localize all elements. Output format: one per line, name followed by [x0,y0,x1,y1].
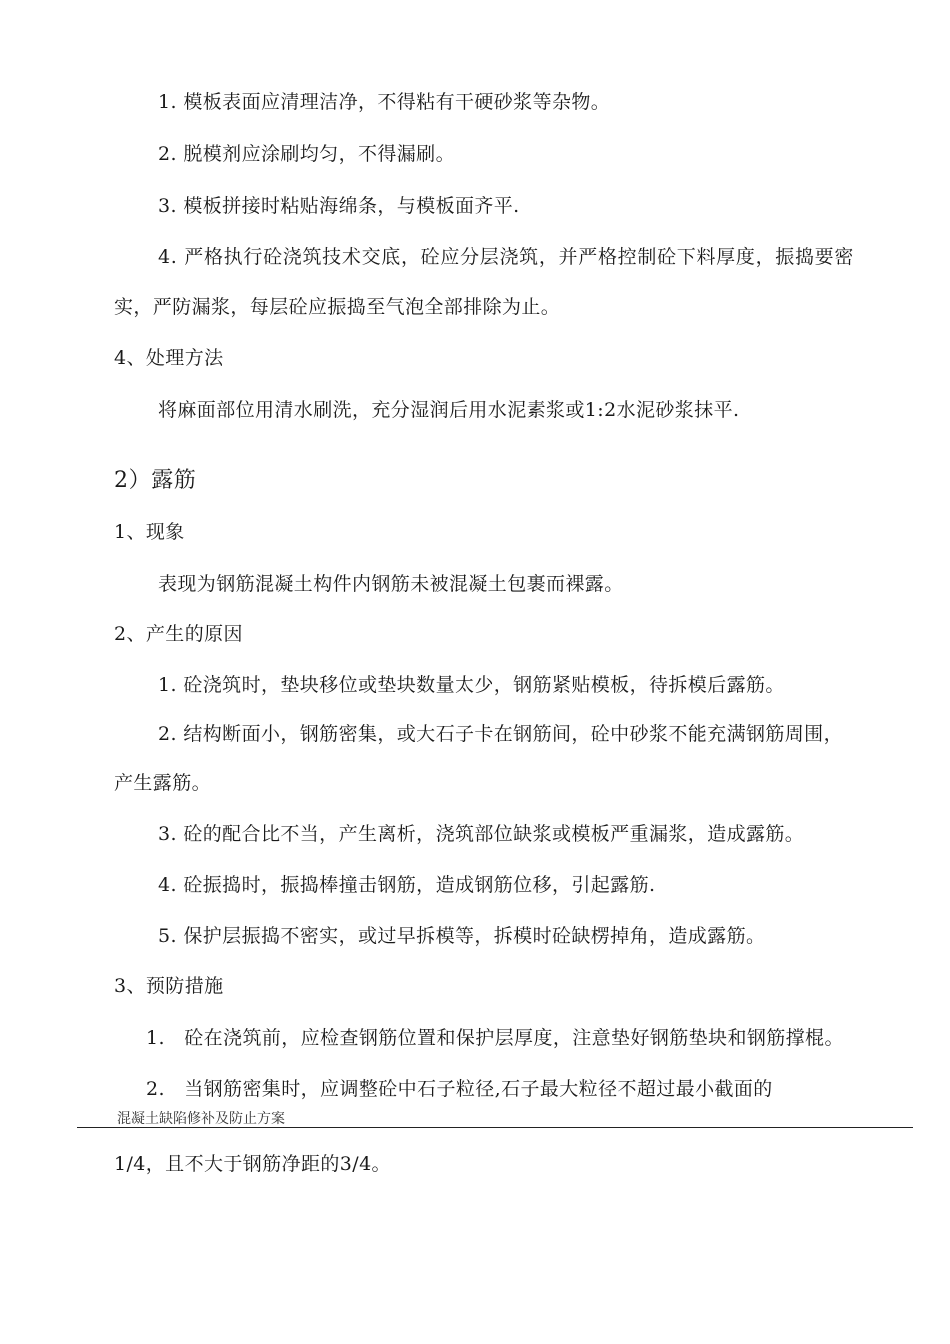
next-page-continuation: 1/4，且不大于钢筋净距的3/4。 [114,1153,391,1175]
cause-item-2-continued: 产生露筋。 [114,772,212,794]
prevention-item-2: 2. 当钢筋密集时，应调整砼中石子粒径,石子最大粒径不超过最小截面的 [146,1078,773,1100]
running-footer-title: 混凝土缺陷修补及防止方案 [117,1111,285,1127]
prevention-item-1: 1. 砼在浇筑前，应检查钢筋位置和保护层厚度，注意垫好钢筋垫块和钢筋撑棍。 [146,1027,844,1049]
section-heading-treatment: 4、处理方法 [114,347,224,369]
paragraph-treatment: 将麻面部位用清水刷洗，充分湿润后用水泥素浆或1:2水泥砂浆抹平. [158,399,740,421]
list-item-4-continued: 实，严防漏浆，每层砼应振捣至气泡全部排除为止。 [114,296,561,318]
cause-item-4: 4. 砼振捣时，振捣棒撞击钢筋，造成钢筋位移，引起露筋. [158,874,656,896]
cause-item-1: 1. 砼浇筑时，垫块移位或垫块数量太少，钢筋紧贴模板，待拆模后露筋。 [158,674,785,696]
list-item-4: 4. 严格执行砼浇筑技术交底，砼应分层浇筑，并严格控制砼下料厚度，振捣要密 [158,246,855,268]
footer-divider [77,1127,913,1128]
cause-item-5: 5. 保护层振捣不密实，或过早拆模等，拆模时砼缺楞掉角，造成露筋。 [158,925,766,947]
list-item-3: 3. 模板拼接时粘贴海绵条，与模板面齐平. [158,195,520,217]
cause-item-2: 2. 结构断面小，钢筋密集，或大石子卡在钢筋间，砼中砂浆不能充满钢筋周围， [158,723,843,745]
list-item-1: 1. 模板表面应清理洁净，不得粘有干硬砂浆等杂物。 [158,91,611,113]
section-heading-phenomenon: 1、现象 [114,521,185,543]
list-item-2: 2. 脱模剂应涂刷均匀，不得漏刷。 [158,143,455,165]
section-heading-causes: 2、产生的原因 [114,623,243,645]
section-heading-prevention: 3、预防措施 [114,975,224,997]
chapter-heading-exposed-rebar: 2）露筋 [114,468,197,493]
cause-item-3: 3. 砼的配合比不当，产生离析，浇筑部位缺浆或模板严重漏浆，造成露筋。 [158,823,805,845]
paragraph-phenomenon: 表现为钢筋混凝土构件内钢筋未被混凝土包裹而裸露。 [158,573,624,595]
